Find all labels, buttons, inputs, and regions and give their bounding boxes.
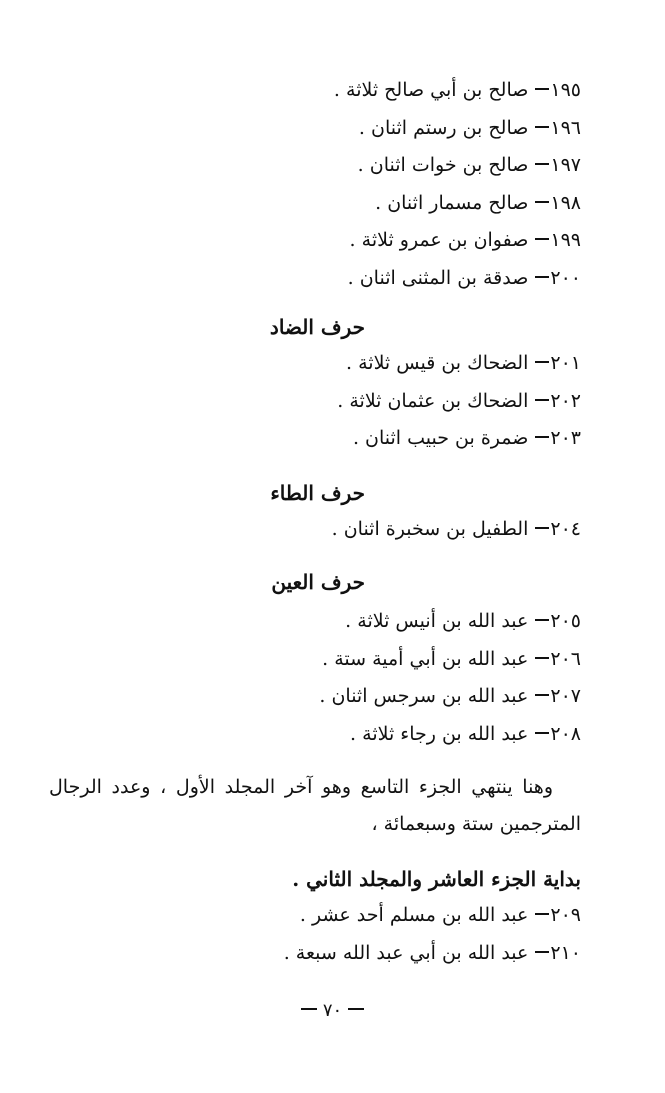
entry-text: عبد الله بن مسلم أحد عشر .: [299, 904, 529, 926]
dash-divider: [535, 436, 549, 438]
entry-text: عبد الله بن أبي أمية ستة .: [322, 647, 529, 670]
entry-text: صفوان بن عمرو ثلاثة .: [349, 229, 529, 251]
list-item: [81, 716, 581, 754]
list-item: [81, 147, 581, 185]
entry-text: عبد الله بن أنيس ثلاثة .: [345, 610, 529, 632]
entry-text: صالح بن خوات اثنان .: [357, 154, 529, 176]
dash-divider: [535, 276, 549, 278]
dash-divider: [535, 126, 549, 128]
entry-text: الضحاك بن عثمان ثلاثة .: [337, 389, 529, 412]
list-item: [81, 603, 581, 641]
entry-text: صالح بن أبي صالح ثلاثة .: [333, 79, 529, 101]
entry-number: ٢١٠: [550, 941, 581, 964]
list-item: [81, 260, 581, 298]
entry-number: ٢٠٧: [550, 685, 581, 707]
entry-number: ١٩٨: [550, 191, 581, 214]
dash-divider: [535, 732, 549, 734]
dash-divider: [535, 361, 549, 363]
list-item: [81, 110, 581, 148]
entry-text: الضحاك بن قيس ثلاثة .: [346, 352, 529, 374]
list-item: [81, 678, 581, 716]
entry-number: ٢٠٠: [550, 266, 581, 289]
dash-divider: [535, 238, 549, 240]
entry-text: عبد الله بن أبي عبد الله سبعة .: [283, 941, 529, 964]
entry-text: صالح مسمار اثنان .: [375, 191, 529, 214]
entries-volume-two: [81, 897, 581, 972]
section-heading-ta: حرف الطاء: [270, 481, 365, 505]
list-item: [81, 222, 581, 260]
list-item: [81, 897, 581, 935]
dash-divider: [535, 163, 549, 165]
entry-number: ١٩٥: [550, 79, 581, 101]
entry-number: ١٩٧: [550, 154, 581, 176]
entries-ain: [81, 603, 581, 753]
page-number-value: ٧٠: [322, 1000, 343, 1021]
list-item: [81, 935, 581, 973]
entry-text: ضمرة بن حبيب اثنان .: [352, 427, 529, 449]
dash-divider: [535, 527, 549, 529]
section-heading-ain: حرف العين: [271, 570, 365, 594]
section-heading-dad: حرف الضاد: [269, 315, 365, 339]
dash-divider: [348, 1008, 364, 1010]
entry-text: الطفيل بن سخبرة اثنان .: [331, 518, 529, 540]
entry-text: صالح بن رستم اثنان .: [358, 116, 529, 139]
entries-ta: [81, 511, 581, 549]
entry-number: ٢٠٤: [550, 518, 581, 540]
entry-number: ٢٠٨: [550, 722, 581, 745]
note-text: وهنا ينتهي الجزء التاسع وهو آخر المجلد الأول ، وعدد الرجال المترجمين ستة وسبعمائة ،: [49, 776, 581, 835]
list-item: [81, 511, 581, 549]
entry-number: ٢٠١: [550, 352, 581, 374]
dash-divider: [535, 657, 549, 659]
list-item: [81, 383, 581, 421]
entries-dad: [81, 345, 581, 458]
dash-divider: [535, 201, 549, 203]
list-item: [81, 72, 581, 110]
dash-divider: [535, 913, 549, 915]
volume-end-note: [49, 769, 581, 843]
list-item: [81, 641, 581, 679]
dash-divider: [535, 694, 549, 696]
dash-divider: [535, 619, 549, 621]
page-number: [0, 1000, 665, 1021]
dash-divider: [301, 1008, 317, 1010]
dash-divider: [535, 88, 549, 90]
entries-sad: [81, 72, 581, 297]
entry-number: ١٩٦: [550, 116, 581, 139]
entry-text: عبد الله بن سرجس اثنان .: [319, 685, 529, 707]
list-item: [81, 185, 581, 223]
list-item: [81, 420, 581, 458]
dash-divider: [535, 399, 549, 401]
entry-number: ١٩٩: [550, 229, 581, 251]
entry-number: ٢٠٩: [550, 904, 581, 926]
entry-text: صدقة بن المثنى اثنان .: [347, 266, 529, 289]
entry-number: ٢٠٣: [550, 427, 581, 449]
entry-number: ٢٠٢: [550, 389, 581, 412]
list-item: [81, 345, 581, 383]
entry-number: ٢٠٥: [550, 610, 581, 632]
dash-divider: [535, 951, 549, 953]
entry-number: ٢٠٦: [550, 647, 581, 670]
entry-text: عبد الله بن رجاء ثلاثة .: [350, 722, 529, 745]
section-title: بداية الجزء العاشر والمجلد الثاني .: [292, 867, 581, 891]
